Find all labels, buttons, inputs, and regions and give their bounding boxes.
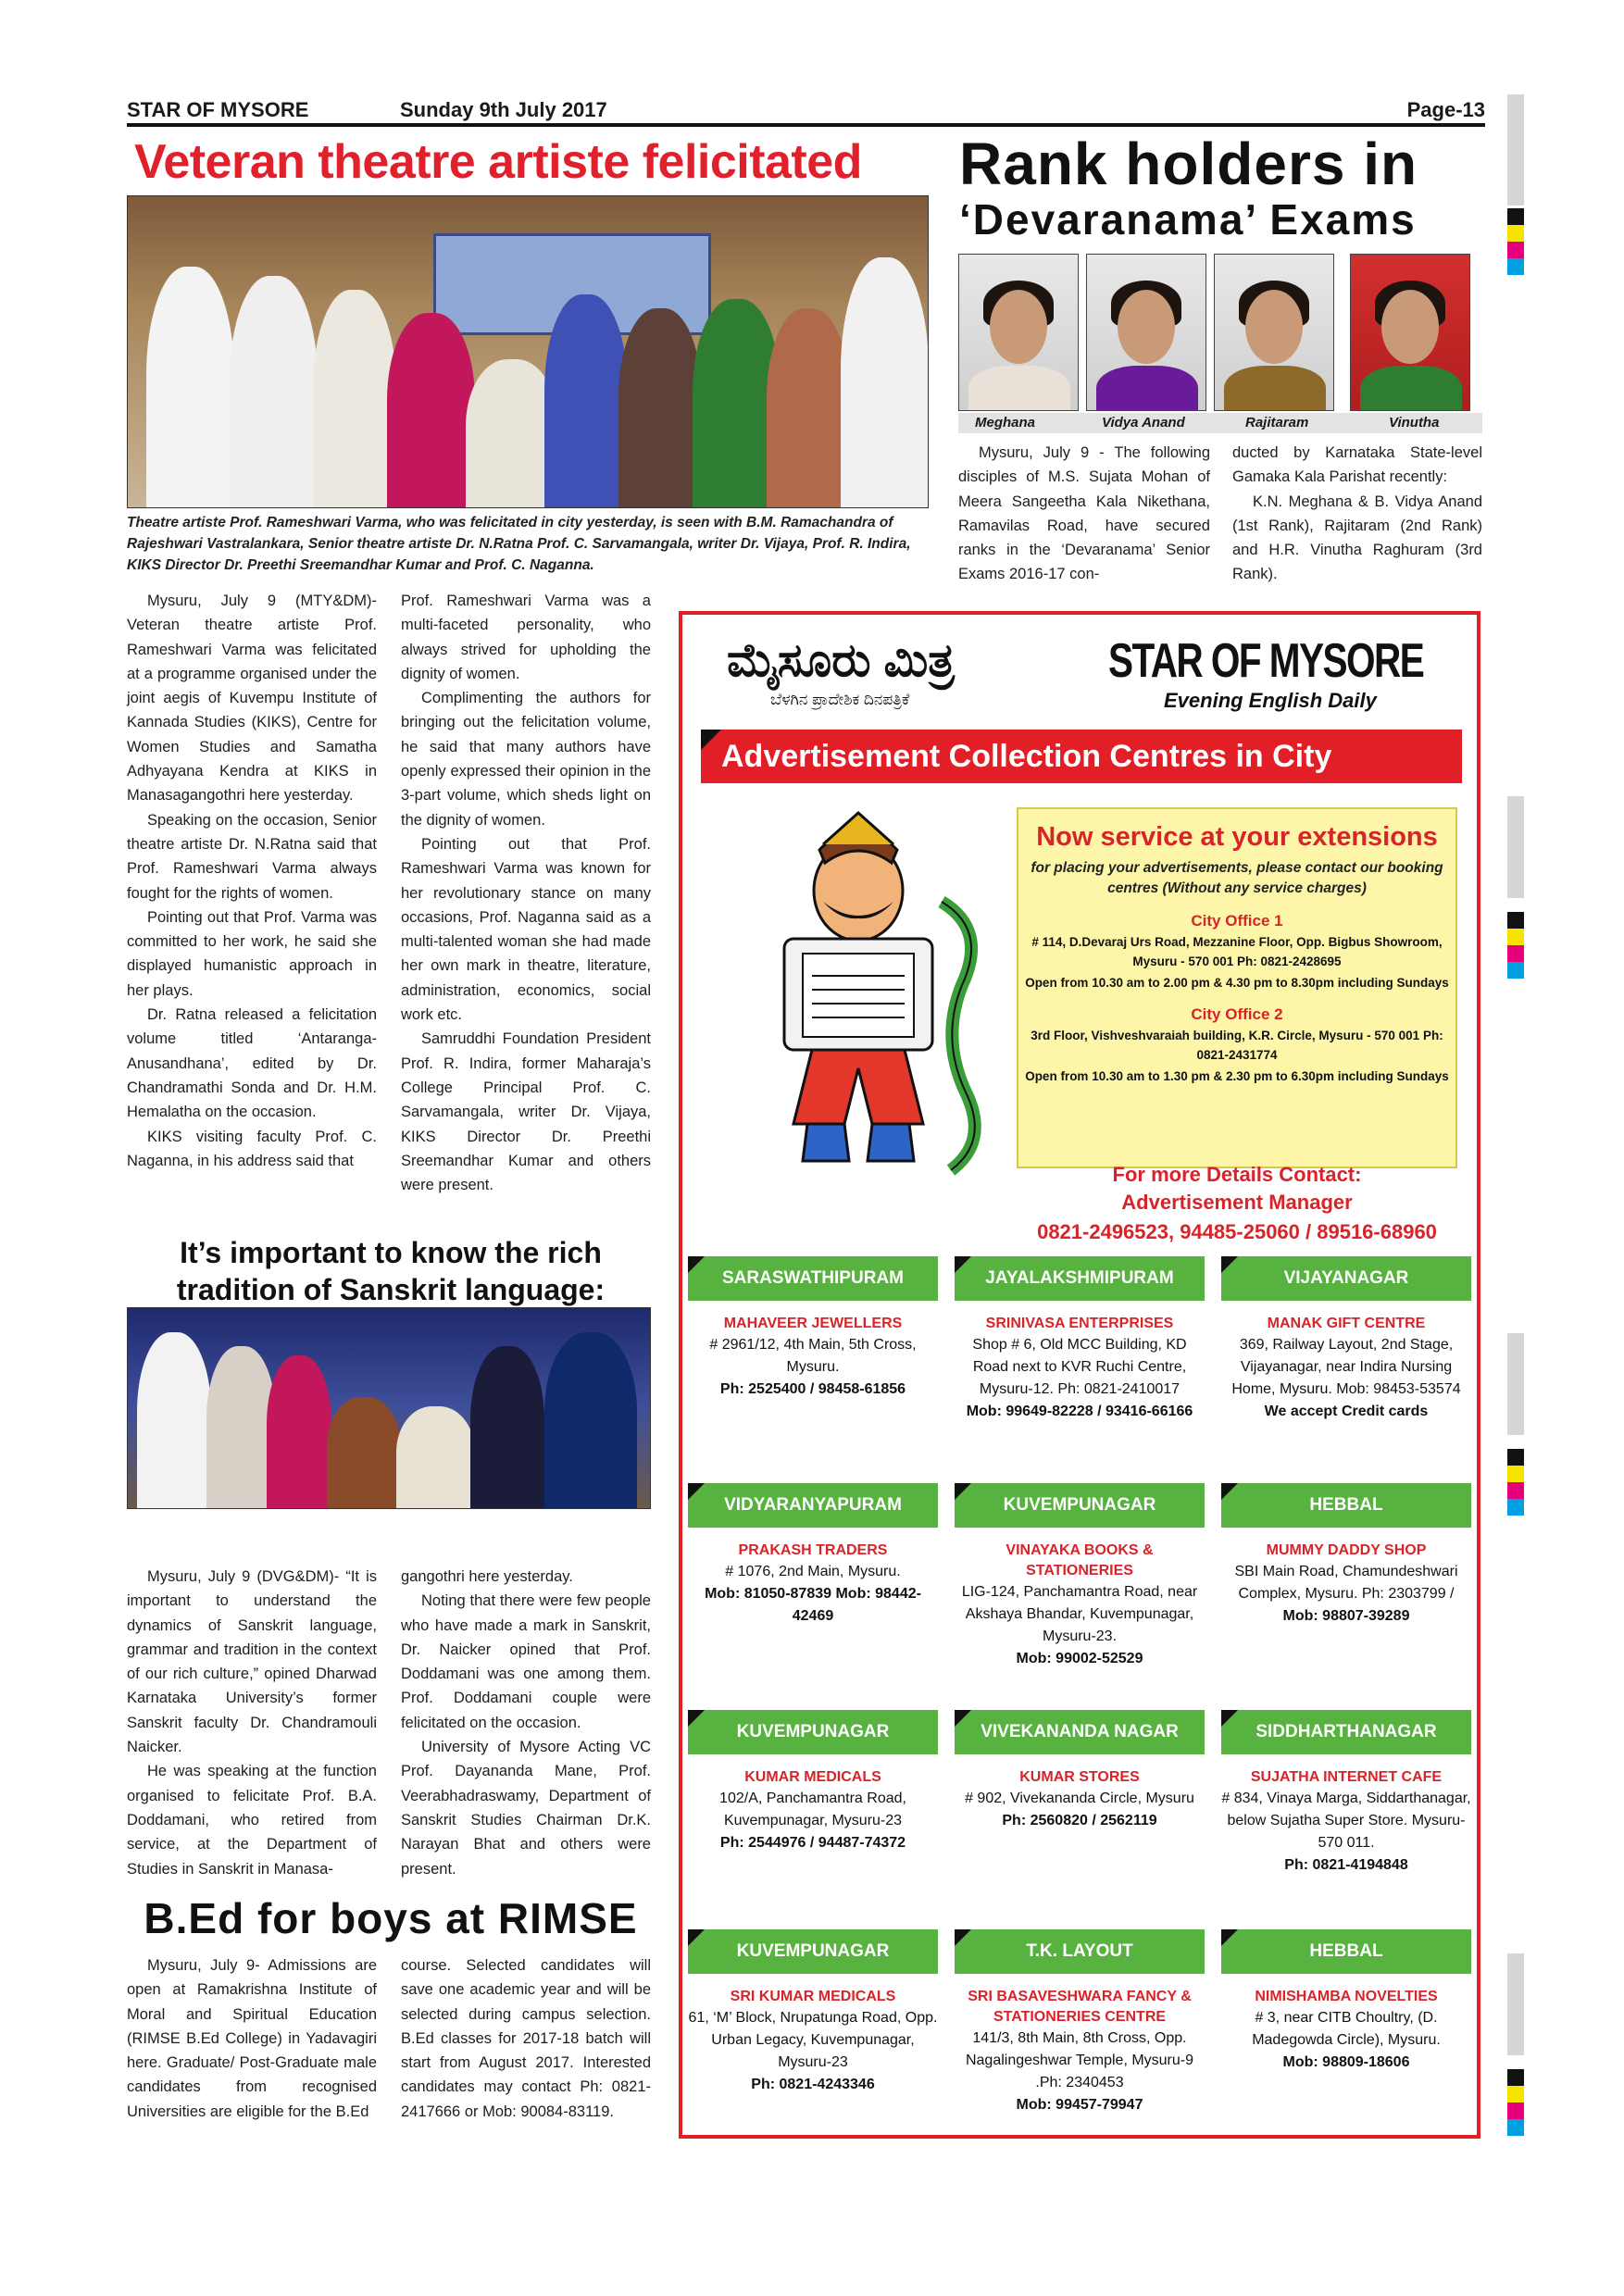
registration-gray-bar (1507, 796, 1524, 898)
page-number: Page-13 (1406, 98, 1485, 121)
centre-card (688, 1929, 938, 2142)
name-label: Meghana (975, 415, 1036, 430)
ad-banner-text: Advertisement Collection Centres in City (721, 739, 1332, 774)
paragraph: Pointing out that Prof. Varma was committed to her work, he said she displayed humanistic approach in her plays. (127, 908, 377, 999)
portrait-photo (958, 254, 1079, 411)
headline-devaranama: ‘Devaranama’ Exams (959, 195, 1417, 243)
office2-title: City Office 2 (1191, 1005, 1283, 1023)
centre-shop: MUMMY DADDY SHOP (1266, 1542, 1427, 1558)
centre-phone: Ph: 2560820 / 2562119 (1002, 1813, 1157, 1828)
headline-sanskrit: It’s important to know the rich tradition of Sanskrit language: (176, 1236, 606, 1306)
promo-subtitle: for placing your advertisements, please contact our booking centres (Without any service charges) (1031, 860, 1443, 896)
centre-shop: SRINIVASA ENTERPRISES (985, 1316, 1174, 1331)
publication-name: STAR OF MYSORE (127, 98, 309, 121)
portrait-photo (1086, 254, 1206, 411)
star-of-mysore-logo: STAR OF MYSORE (1108, 634, 1424, 688)
contact-block (1017, 1161, 1457, 1248)
headline-bed: B.Ed for boys at RIMSE (144, 1894, 638, 1942)
paragraph: Mysuru, July 9 (MTY&DM)- Veteran theatre artiste Prof. Rameshwari Varma was felicitated at a programme organised under the joint aegis of Kuvempu Institute of Kannada Studies (KIKS), Centre for Women Studies and Samatha Adhyayana Kendra at KIKS in Manasagangothri here yesterday. (127, 593, 377, 805)
centre-phone: Ph: 0821-4243346 (751, 2077, 875, 2092)
paragraph: Samruddhi Foundation President Prof. R. Indira, former Maharaja’s College Principal Prof. C. Sarvamangala, writer Dr. Vijaya, KIKS Director Dr. Preethi Sreemandhar Kumar and others were present. (401, 1030, 651, 1194)
registration-cmyk-mark (1507, 208, 1524, 275)
paragraph: Mysuru, July 9- Admissions are open at Ramakrishna Institute of Moral and Spiritual Education (RIMSE B.Ed College) in Yadavagiri here. Graduate/ Post-Graduate male candidates from recognised Universities are eligible for the B.Ed (127, 1957, 377, 2120)
contact-manager: Advertisement Manager (1121, 1191, 1353, 1214)
article-rank-col1 (958, 441, 1210, 587)
centre-address: 61, ‘M’ Block, Nrupatunga Road, Opp. Urban Legacy, Kuvempunagar, Mysuru-23 (688, 2010, 938, 2070)
advertisement (679, 611, 1480, 2139)
centre-address: # 3, near CITB Choultry, (D. Madegowda Circle), Mysuru. (1252, 2010, 1441, 2048)
registration-gray-bar (1507, 1333, 1524, 1435)
paragraph: University of Mysore Acting VC Prof. Dayananda Mane, Prof. Veerabhadraswamy, Department of Sanskrit Studies Chairman Dr.K. Narayan Bhat and others were present. (401, 1739, 651, 1878)
centre-card (1221, 1929, 1471, 2142)
ad-banner (701, 730, 1462, 783)
centre-area: HEBBAL (1221, 1483, 1471, 1528)
paragraph: course. Selected candidates will save one academic year and will be selected during campus selection. B.Ed classes for 2017-18 batch will start from August 2017. Interested candidates may contact Ph: 0821-2417666 or Mob: 90084-83119. (401, 1957, 651, 2120)
centre-shop: NIMISHAMBA NOVELTIES (1255, 1989, 1438, 2004)
centre-area: T.K. LAYOUT (955, 1929, 1205, 1974)
centre-shop: SRI BASAVESHWARA FANCY & STATIONERIES CENTRE (968, 1989, 1192, 2025)
article-theatre-col2 (401, 589, 651, 1197)
centre-address: LIG-124, Panchamantra Road, near Akshaya Bhandar, Kuvempunagar, Mysuru-23. (961, 1584, 1198, 1644)
paragraph: Prof. Rameshwari Varma was a multi-faceted personality, who always strived for upholding the dignity of women. (401, 593, 651, 682)
article-sanskrit-col1 (127, 1565, 377, 1881)
centre-address: # 902, Vivekananda Circle, Mysuru (965, 1791, 1194, 1806)
centre-phone: We accept Credit cards (1264, 1404, 1429, 1419)
paragraph: Noting that there were few people who have made a mark in Sanskrit, Dr. Naicker opined that Prof. Doddamani was one among them. Prof. Doddamani couple were felicitated on the occasion. (401, 1592, 651, 1731)
kannada-logo: ಮೈಸೂರು ಮಿತ್ರ (727, 634, 955, 686)
portrait-photo (1350, 254, 1470, 411)
registration-gray-bar (1507, 1953, 1524, 2055)
centre-address: # 1076, 2nd Main, Mysuru. (725, 1564, 901, 1579)
centre-shop: SRI KUMAR MEDICALS (730, 1989, 896, 2004)
centre-card (688, 1256, 938, 1469)
centre-address: SBI Main Road, Chamundeshwari Complex, Mysuru. Ph: 2303799 / (1234, 1564, 1458, 1602)
centre-card (688, 1710, 938, 1923)
contact-label: For more Details Contact: (1112, 1163, 1362, 1186)
centre-card (688, 1483, 938, 1696)
office1-hours: Open from 10.30 am to 2.00 pm & 4.30 pm to 8.30pm including Sundays (1025, 976, 1449, 990)
centre-phone: Mob: 98809-18606 (1282, 2054, 1410, 2070)
centre-card (955, 1256, 1205, 1469)
name-label: Rajitaram (1245, 415, 1309, 430)
centre-area: KUVEMPUNAGAR (688, 1929, 938, 1974)
centre-card (955, 1483, 1205, 1696)
paragraph: K.N. Meghana & B. Vidya Anand (1st Rank), Rajitaram (2nd Rank) and H.R. Vinutha Raghuram (3rd Rank). (1232, 493, 1482, 583)
office1-address: # 114, D.Devaraj Urs Road, Mezzanine Floor, Opp. Bigbus Showroom, Mysuru - 570 001 Ph: 0821-2428695 (1031, 935, 1443, 968)
felicitation-photo (127, 195, 929, 508)
centre-address: 141/3, 8th Main, 8th Cross, Opp. Nagalingeshwar Temple, Mysuru-9 .Ph: 2340453 (965, 2030, 1194, 2090)
centre-phone: Ph: 0821-4194848 (1284, 1857, 1408, 1873)
centre-shop: PRAKASH TRADERS (738, 1542, 888, 1558)
centre-shop: MANAK GIFT CENTRE (1267, 1316, 1426, 1331)
issue-date: Sunday 9th July 2017 (400, 98, 607, 121)
office2-hours: Open from 10.30 am to 1.30 pm & 2.30 pm to 6.30pm including Sundays (1025, 1069, 1449, 1083)
masthead (127, 94, 1485, 126)
sanskrit-event-photo (127, 1307, 651, 1509)
article-theatre-col1 (127, 589, 377, 1173)
portrait-photo (1214, 254, 1334, 411)
paragraph: KIKS visiting faculty Prof. C. Naganna, in his address said that (127, 1128, 377, 1169)
promo-title: Now service at your extensions (1036, 822, 1438, 852)
centre-shop: MAHAVEER JEWELLERS (723, 1316, 903, 1331)
centre-phone: Mob: 99002-52529 (1016, 1651, 1143, 1666)
registration-cmyk-mark (1507, 2069, 1524, 2136)
article-bed-col1 (127, 1953, 377, 2124)
paragraph: He was speaking at the function organised to felicitate Prof. B.A. Doddamani, who retired from service, at the Department of Studies in Sanskrit in Manasa- (127, 1763, 377, 1878)
article-bed-col2 (401, 1953, 651, 2124)
kannada-tagline: ಬೆಳಗಿನ ಪ್ರಾದೇಶಿಕ ದಿನಪತ್ರಿಕೆ (770, 691, 910, 708)
centre-address: 369, Railway Layout, 2nd Stage, Vijayanagar, near Indira Nursing Home, Mysuru. Mob: 98453-53574 (1231, 1337, 1461, 1397)
headline-rank-holders: Rank holders in (959, 131, 1418, 197)
paragraph: Mysuru, July 9 (DVG&DM)- “It is important to understand the dynamics of Sanskrit language, grammar and tradition in the context of our rich culture,” opined Dharwad Karnataka University’s former Sanskrit faculty Dr. Chandramouli Naicker. (127, 1568, 377, 1756)
logo-tagline: Evening English Daily (1164, 689, 1377, 712)
centre-card (955, 1710, 1205, 1923)
centre-card (955, 1929, 1205, 2142)
centre-shop: SUJATHA INTERNET CAFE (1250, 1769, 1443, 1785)
masthead-rule (127, 123, 1485, 127)
office1-title: City Office 1 (1191, 912, 1283, 930)
headline-theatre: Veteran theatre artiste felicitated (134, 135, 862, 189)
office2-address: 3rd Floor, Vishveshvaraiah building, K.R. Circle, Mysuru - 570 001 Ph: 0821-2431774 (1031, 1029, 1443, 1062)
paragraph: ducted by Karnataka State-level Gamaka Kala Parishat recently: (1232, 444, 1482, 486)
centre-card (1221, 1483, 1471, 1696)
centre-area: VIVEKANANDA NAGAR (955, 1710, 1205, 1754)
centre-area: JAYALAKSHMIPURAM (955, 1256, 1205, 1301)
paragraph: Dr. Ratna released a felicitation volume titled ‘Antaranga-Anusandhana’, edited by Dr. Chandramathi Sonda and Dr. H.M. Hemalatha on the occasion. (127, 1006, 377, 1121)
centre-phone: Mob: 99649-82228 / 93416-66166 (966, 1404, 1193, 1419)
paragraph: Complimenting the authors for bringing out the felicitation volume, he said that many authors have openly expressed their opinion in the 3-part volume, which sheds light on the dignity of women. (401, 690, 651, 829)
name-label: Vidya Anand (1102, 415, 1185, 430)
article-sanskrit-col2 (401, 1565, 651, 1881)
centre-card (1221, 1256, 1471, 1469)
centre-phone: Mob: 99457-79947 (1016, 2097, 1143, 2113)
portrait-names (958, 413, 1482, 433)
centre-phone: Mob: 81050-87839 Mob: 98442-42469 (705, 1586, 921, 1624)
centre-address: # 2961/12, 4th Main, 5th Cross, Mysuru. (709, 1337, 917, 1375)
paragraph: gangothri here yesterday. (401, 1568, 573, 1585)
centre-phone: Ph: 2544976 / 94487-74372 (719, 1835, 906, 1851)
registration-cmyk-mark (1507, 912, 1524, 979)
centre-address: Shop # 6, Old MCC Building, KD Road next to KVR Ruchi Centre, Mysuru-12. Ph: 0821-2410017 (972, 1337, 1187, 1397)
article-rank-col2 (1232, 441, 1482, 587)
centre-area: SARASWATHIPURAM (688, 1256, 938, 1301)
centre-address: # 834, Vinaya Marga, Siddarthanagar, below Sujatha Super Store. Mysuru-570 011. (1221, 1791, 1471, 1851)
centre-area: KUVEMPUNAGAR (955, 1483, 1205, 1528)
centre-area: HEBBAL (1221, 1929, 1471, 1974)
paragraph: Mysuru, July 9 - The following disciples of M.S. Sujata Mohan of Meera Sangeetha Kala Nikethana, Ramavilas Road, have secured ranks in the ‘Devaranama’ Senior Exams 2016-17 con- (958, 444, 1210, 583)
centre-address: 102/A, Panchamantra Road, Kuvempunagar, Mysuru-23 (719, 1791, 906, 1828)
photo-caption: Theatre artiste Prof. Rameshwari Varma, who was felicitated in city yesterday, is seen with B.M. Ramachandra of Rajeshwari Vastralankara, Senior theatre artiste Dr. N.Ratna Prof. C. Sarvamangala, writer Dr. Vijaya, Prof. R. Indira, KIKS Director Dr. Preethi Sreemandhar Kumar and Prof. C. Naganna. (127, 515, 911, 573)
centre-area: KUVEMPUNAGAR (688, 1710, 938, 1754)
centre-shop: VINAYAKA BOOKS & STATIONERIES (1006, 1542, 1154, 1578)
centre-area: VIDYARANYAPURAM (688, 1483, 938, 1528)
mascot-illustration (719, 791, 1006, 1179)
paragraph: Speaking on the occasion, Senior theatre artiste Dr. N.Ratna said that Prof. Rameshwari Varma always fought for the rights of women. (127, 811, 377, 902)
registration-cmyk-mark (1507, 1449, 1524, 1516)
centre-shop: KUMAR STORES (1019, 1769, 1140, 1785)
centre-area: VIJAYANAGAR (1221, 1256, 1471, 1301)
centre-card (1221, 1710, 1471, 1923)
centre-shop: KUMAR MEDICALS (744, 1769, 881, 1785)
promo-box (1017, 807, 1457, 1168)
centre-area: SIDDHARTHANAGAR (1221, 1710, 1471, 1754)
contact-phones: 0821-2496523, 94485-25060 / 89516-68960 (1037, 1220, 1437, 1243)
paragraph: Pointing out that Prof. Rameshwari Varma was known for her revolutionary stance on many occasions, Prof. Naganna said as a multi-talented woman she had made her own mark in theatre, literature, administration, economics, social work etc. (401, 835, 651, 1024)
name-label: Vinutha (1389, 415, 1440, 430)
registration-gray-bar (1507, 94, 1524, 206)
centre-phone: Ph: 2525400 / 98458-61856 (719, 1381, 906, 1397)
centre-phone: Mob: 98807-39289 (1282, 1608, 1410, 1624)
